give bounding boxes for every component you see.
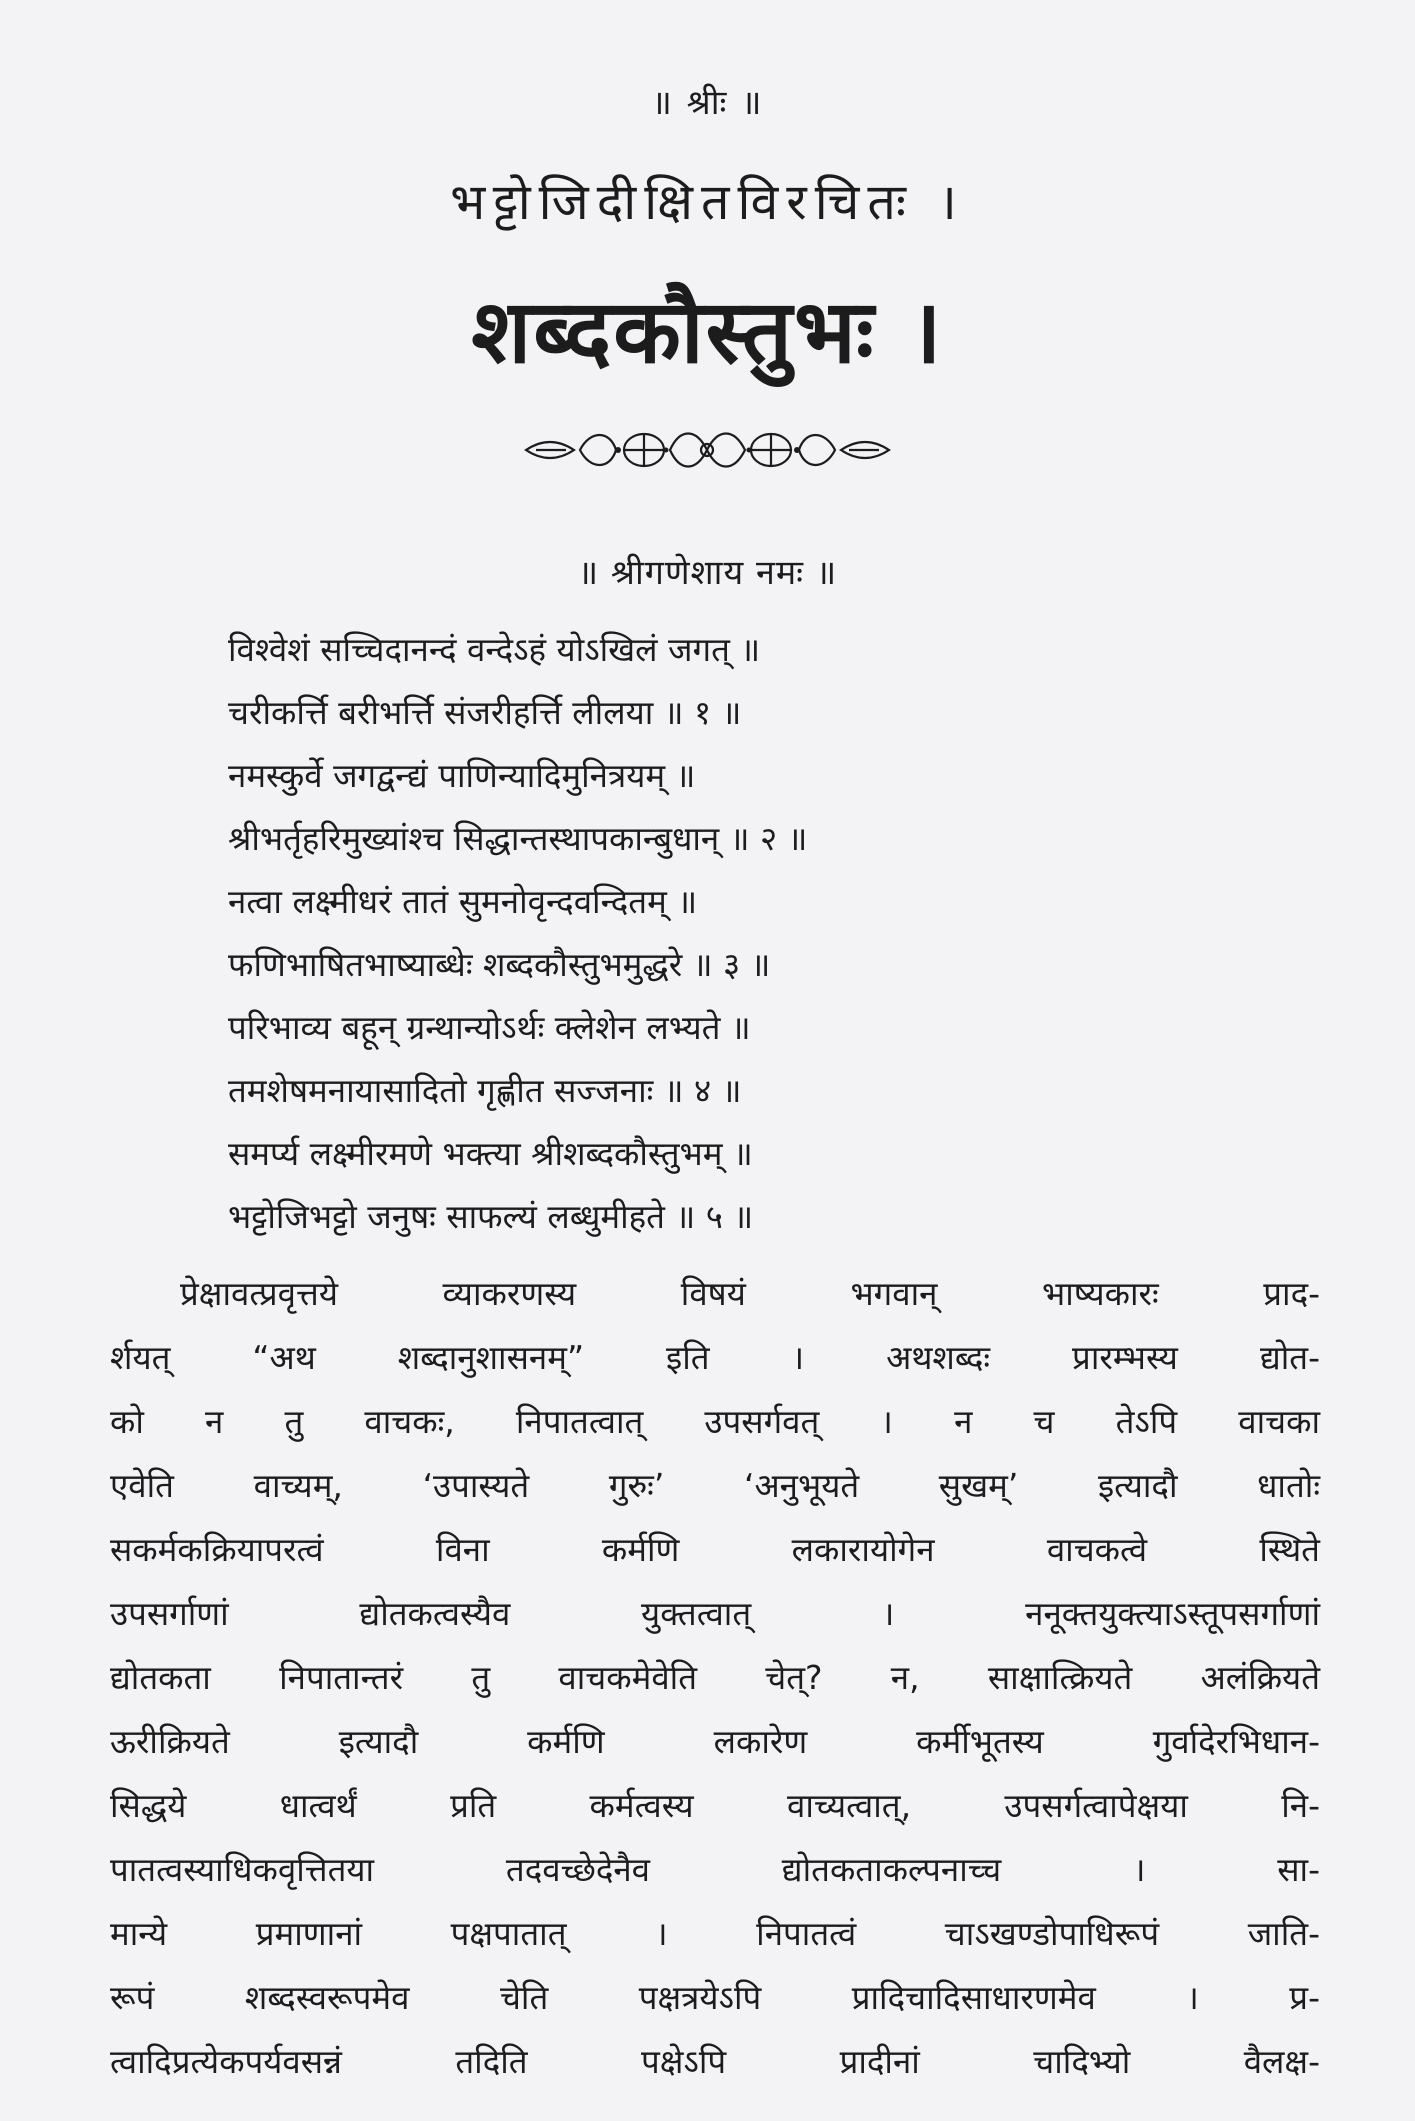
prose-line: मान्ये प्रमाणानां पक्षपातात् । निपातत्वं चाऽखण्डोपाधिरूपं जाति-	[110, 1914, 1320, 1953]
prose-line: सिद्धये धात्वर्थं प्रति कर्मत्वस्य वाच्यत्वात्, उपसर्गत्वापेक्षया नि-	[110, 1786, 1320, 1825]
verse-line: भट्टोजिभट्टो जनुषः साफल्यं लब्धुमीहते ॥ ५ ॥	[228, 1197, 754, 1236]
prose-line: को न तु वाचकः, निपातत्वात् उपसर्गवत् । न च तेऽपि वाचका	[110, 1402, 1320, 1441]
prose-line: ऊरीक्रियते इत्यादौ कर्मणि लकारेण कर्मीभूतस्य गुर्वादेरभिधान-	[110, 1722, 1320, 1761]
opening-verses	[228, 618, 1248, 1248]
verse-line: फणिभाषितभाष्याब्धेः शब्दकौस्तुभमुद्धरे ॥ ३ ॥	[228, 945, 771, 984]
prose-line: रूपं शब्दस्वरूपमेव चेति पक्षत्रयेऽपि प्रादिचादिसाधारणमेव । प्र-	[110, 1978, 1320, 2017]
verse-line: परिभाव्य बहून् ग्रन्थान्योऽर्थः क्लेशेन लभ्यते ॥	[228, 1008, 751, 1047]
prose-line: एवेति वाच्यम्, ‘उपास्यते गुरुः’ ‘अनुभूयते सुखम्’ इत्यादौ धातोः	[110, 1466, 1320, 1505]
verse-line: नत्वा लक्ष्मीधरं तातं सुमनोवृन्दवन्दितम् ॥	[228, 882, 698, 921]
prose-line: पातत्वस्याधिकवृत्तितया तदवच्छेदेनैव द्योतकताकल्पनाच्च । सा-	[110, 1850, 1320, 1889]
prose-line: द्योतकता निपातान्तरं तु वाचकमेवेति चेत्? न, साक्षात्क्रियते अलंक्रियते	[110, 1658, 1320, 1697]
prose-line: प्रेक्षावत्प्रवृत्तये व्याकरणस्य विषयं भगवान् भाष्यकारः प्राद-	[180, 1274, 1320, 1313]
author-attribution: भट्टोजिदीक्षितविरचितः ।	[450, 173, 965, 231]
verse-line: नमस्कुर्वे जगद्वन्द्यं पाणिन्यादिमुनित्रयम् ॥	[228, 756, 696, 795]
book-title: शब्दकौस्तुभः ।	[471, 280, 944, 383]
prose-line: त्वादिप्रत्येकपर्यवसन्नं तदिति पक्षेऽपि प्रादीनां चादिभ्यो वैलक्ष-	[110, 2042, 1320, 2081]
verse-line: चरीकर्त्ति बरीभर्त्ति संजरीहर्त्ति लीलया ॥ १ ॥	[228, 693, 742, 732]
prose-line: सकर्मकक्रियापरत्वं विना कर्मणि लकारायोगेन वाचकत्वे स्थिते	[110, 1530, 1320, 1569]
verse-line: तमशेषमनायासादितो गृह्णीत सज्जनाः ॥ ४ ॥	[228, 1071, 742, 1110]
commentary-paragraph	[110, 1262, 1320, 2094]
prose-line: र्शयत् “अथ शब्दानुशासनम्” इति । अथशब्दः प्रारम्भस्य द्योत-	[110, 1338, 1320, 1377]
floral-divider-ornament	[520, 420, 895, 480]
verse-line: विश्वेशं सच्चिदानन्दं वन्देऽहं योऽखिलं जगत् ॥	[228, 630, 761, 669]
salutation-line: ॥ श्रीगणेशाय नमः ॥	[577, 553, 838, 593]
prose-line: उपसर्गाणां द्योतकत्वस्यैव युक्तत्वात् । ननूक्तयुक्त्याऽस्तूपसर्गाणां	[110, 1594, 1320, 1633]
verse-line: श्रीभर्तृहरिमुख्यांश्च सिद्धान्तस्थापकान्बुधान् ॥ २ ॥	[228, 819, 808, 858]
invocation-line: ॥ श्रीः ॥	[651, 83, 764, 123]
verse-line: समर्प्य लक्ष्मीरमणे भक्त्या श्रीशब्दकौस्तुभम् ॥	[228, 1134, 753, 1173]
